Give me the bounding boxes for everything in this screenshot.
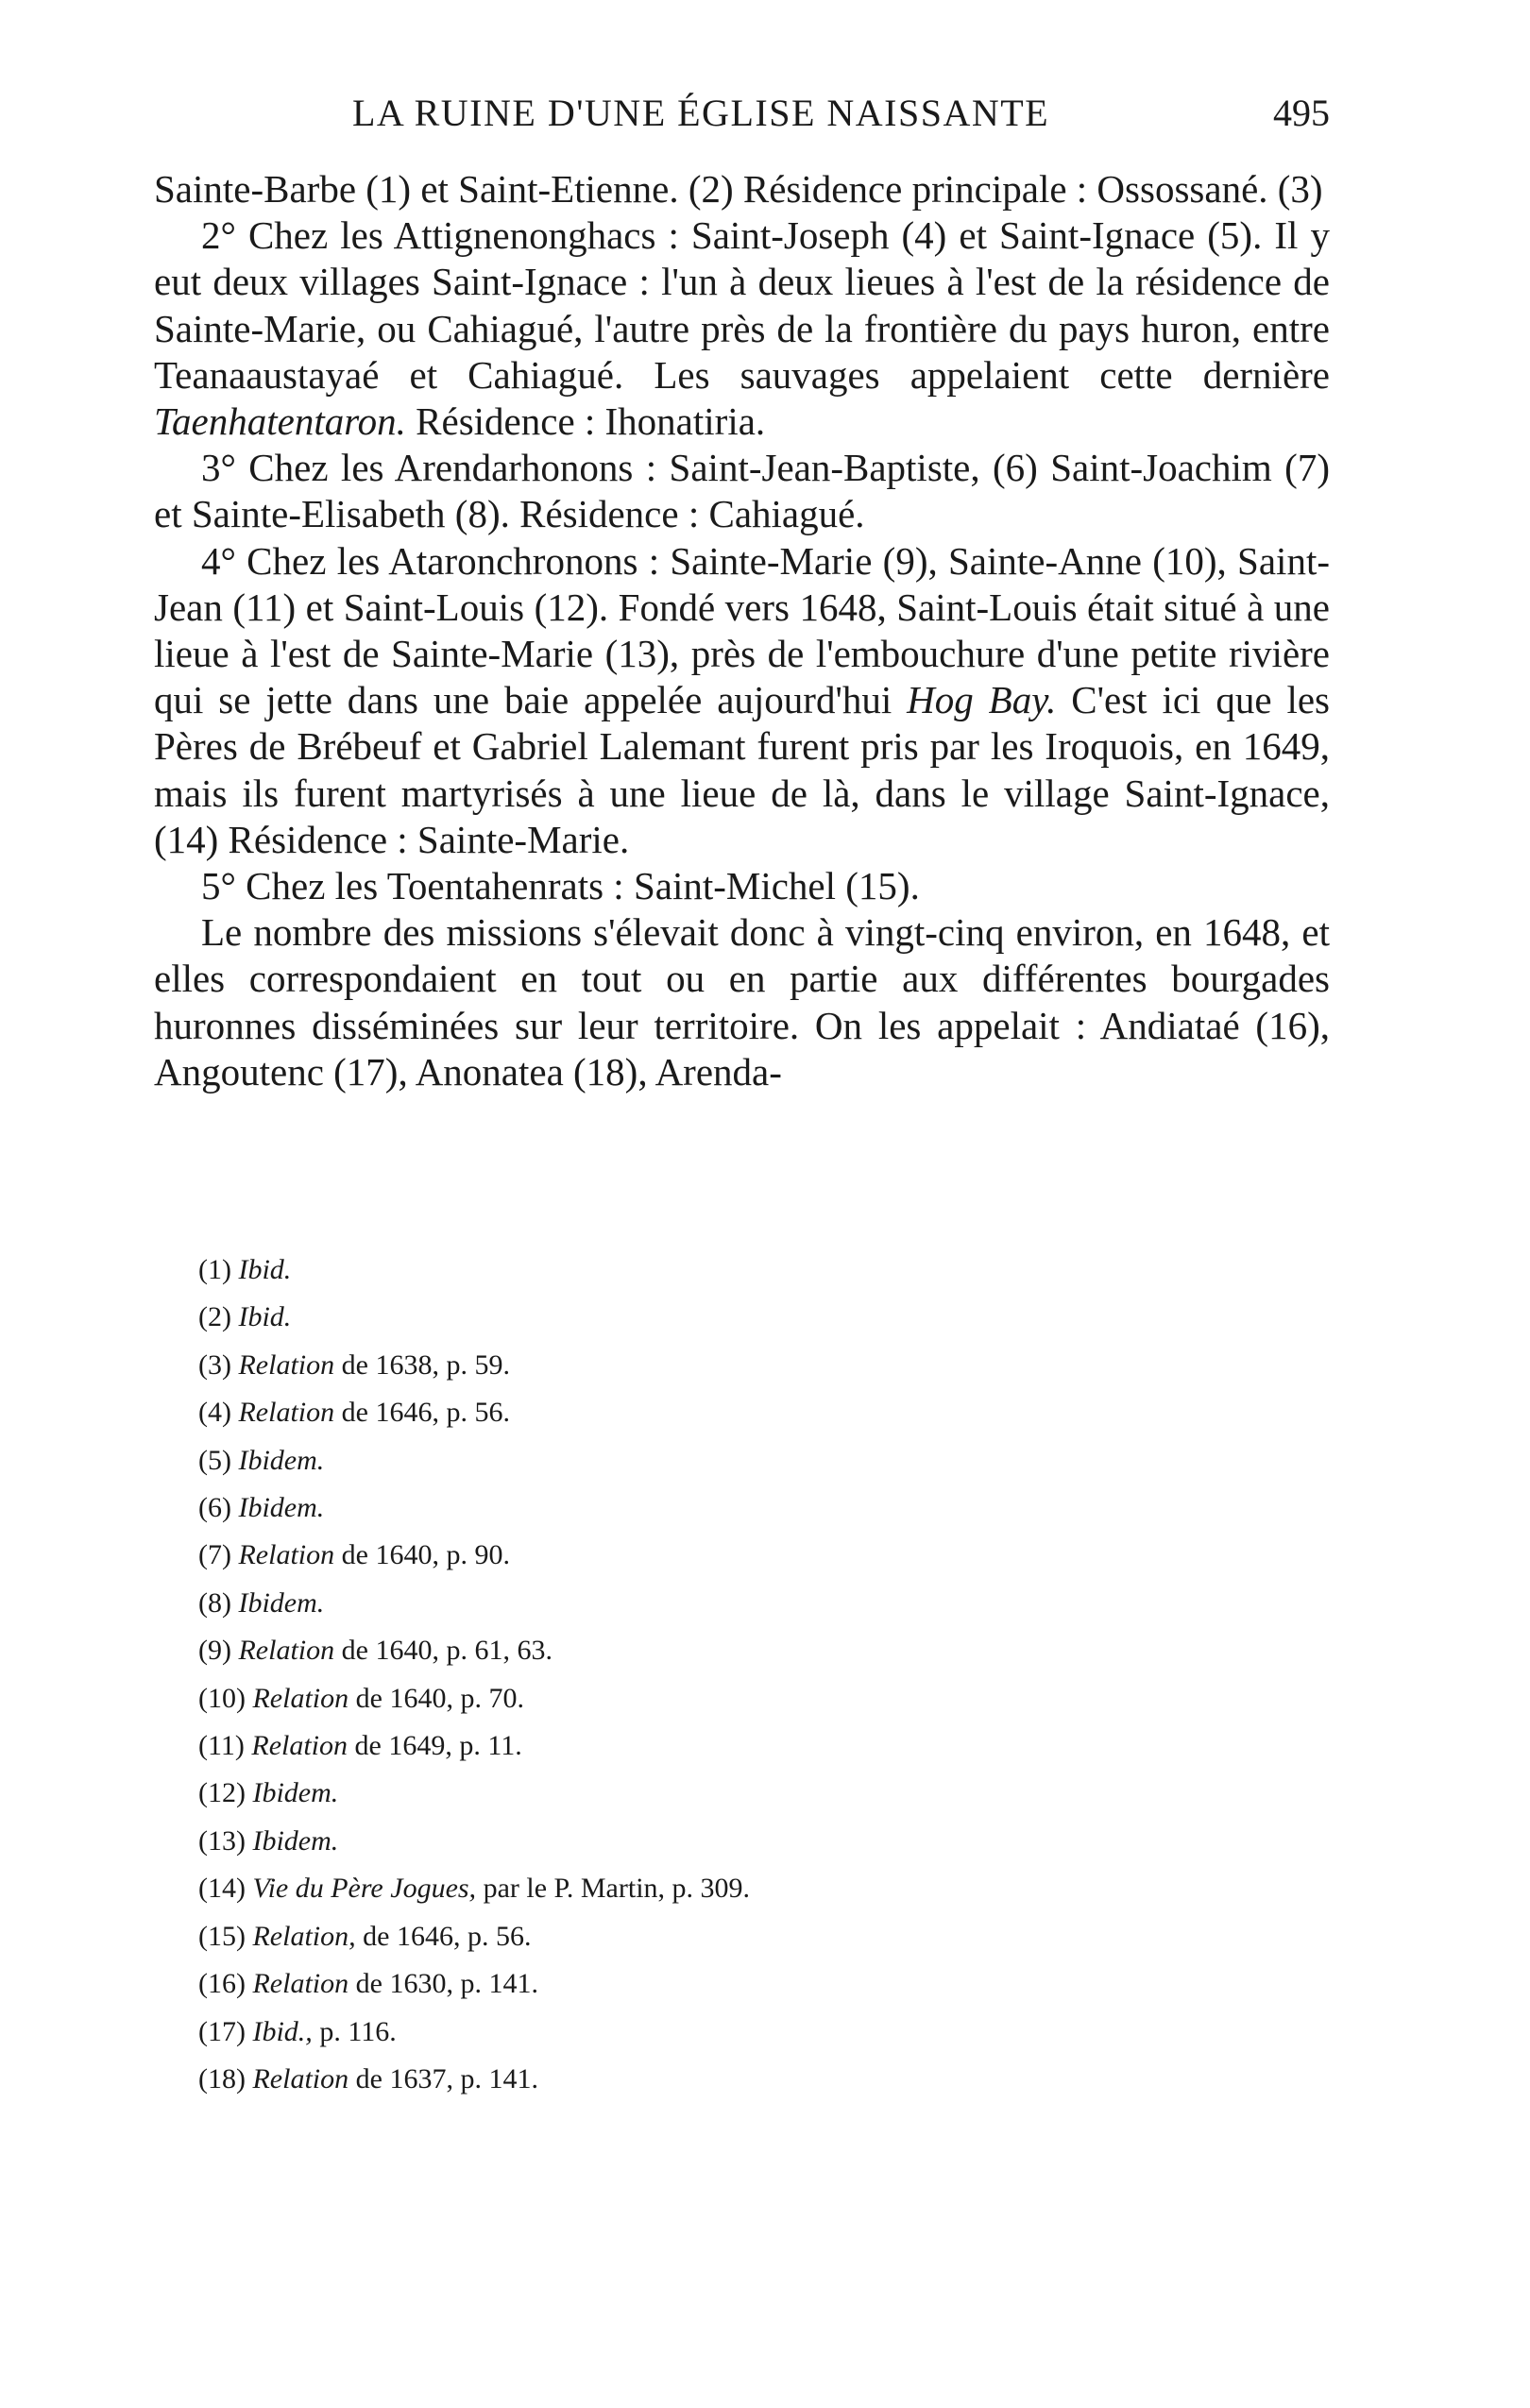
footnote — [198, 1865, 1237, 1912]
paragraph-5 — [154, 863, 1330, 909]
footnote — [198, 1437, 1237, 1484]
footnote — [198, 1294, 1237, 1341]
footnote-source: Ibid., — [252, 2015, 313, 2047]
footnote — [198, 2009, 1237, 2056]
footnote-detail: de 1640, p. 61, 63. — [334, 1635, 552, 1667]
footnote-number: (14) — [198, 1873, 246, 1905]
footnote-number: (10) — [198, 1682, 246, 1714]
footnote — [198, 1627, 1237, 1674]
paragraph-2 — [154, 212, 1330, 445]
footnote-number: (6) — [198, 1492, 231, 1524]
footnote — [198, 1389, 1237, 1436]
footnote — [198, 1722, 1237, 1770]
footnote-source: Vie du Père Jogues, — [252, 1873, 477, 1905]
footnote-source: Ibidem. — [252, 1777, 339, 1809]
paragraph-3 — [154, 445, 1330, 537]
footnote-detail: p. 116. — [312, 2015, 397, 2047]
footnote-source: Relation — [251, 1730, 348, 1762]
footnote — [198, 1770, 1237, 1817]
footnote-source: Ibidem. — [252, 1824, 339, 1857]
footnote-number: (4) — [198, 1397, 231, 1429]
footnote-number: (11) — [198, 1730, 245, 1762]
footnote-number: (13) — [198, 1824, 246, 1857]
footnote-detail: par le P. Martin, p. 309. — [476, 1873, 751, 1905]
page-number: 495 — [1273, 92, 1330, 134]
footnote-number: (9) — [198, 1635, 231, 1667]
footnote-number: (3) — [198, 1348, 231, 1381]
footnote-number: (15) — [198, 1920, 246, 1952]
footnote — [198, 1913, 1237, 1960]
footnote-detail: de 1630, p. 141. — [348, 1968, 538, 2000]
paragraph-1-text: Sainte-Barbe (1) et Saint-Etienne. (2) Résidence principale : Ossossané. (3) — [154, 167, 1323, 211]
footnote — [198, 1818, 1237, 1865]
paragraph-1 — [154, 166, 1330, 212]
footnote-detail: de 1649, p. 11. — [348, 1730, 522, 1762]
footnote-source: Relation — [238, 1397, 335, 1429]
footnote-source: Relation — [238, 1348, 335, 1381]
running-title: LA RUINE D'UNE ÉGLISE NAISSANTE — [352, 92, 1050, 134]
paragraph-4-text-b: C'est ici que les Pères de Brébeuf et Gabriel Lalemant furent pris par les Iroquois, en 1649, mais ils furent martyrisés à une lieue de là, dans le village Saint-Ignace, (14) Résidence : Sainte-Marie. — [154, 678, 1330, 861]
paragraph-6 — [154, 909, 1330, 1095]
body-text — [154, 166, 1330, 1095]
footnote — [198, 1484, 1237, 1532]
paragraph-2-italic: Taenhatentaron. — [154, 399, 406, 444]
footnote-detail: de 1646, p. 56. — [355, 1920, 532, 1952]
footnote-number: (8) — [198, 1586, 231, 1619]
paragraph-2-text-b: Résidence : Ihonatiria. — [405, 399, 766, 444]
footnote-source: Ibidem. — [238, 1492, 325, 1524]
footnote-number: (12) — [198, 1777, 246, 1809]
paragraph-6-text: Le nombre des missions s'élevait donc à vingt-cinq environ, en 1648, et elles correspondaient en tout ou en partie aux différentes bourgades huronnes disséminées sur leur territoire. On les appelait : Andiataé (16), Angoutenc (17), Anonatea (18), Arenda- — [154, 910, 1330, 1094]
footnote-source: Ibidem. — [238, 1586, 325, 1619]
footnote — [198, 1675, 1237, 1722]
footnote-detail: de 1640, p. 70. — [348, 1682, 524, 1714]
footnote — [198, 1580, 1237, 1627]
footnote — [198, 1342, 1237, 1389]
paragraph-3-text: 3° Chez les Arendarhonons : Saint-Jean-Baptiste, (6) Saint-Joachim (7) et Sainte-Elisabeth (8). Résidence : Cahiagué. — [154, 446, 1330, 536]
footnote-number: (16) — [198, 1968, 246, 2000]
footnote-source: Ibidem. — [238, 1444, 325, 1476]
page-header — [154, 91, 1330, 144]
paragraph-5-text: 5° Chez les Toentahenrats : Saint-Michel (15). — [201, 864, 920, 908]
footnote-source: Ibid. — [238, 1301, 292, 1333]
footnote-detail: de 1638, p. 59. — [334, 1348, 510, 1381]
paragraph-2-text-a: 2° Chez les Attignenonghacs : Saint-Joseph (4) et Saint-Ignace (5). Il y eut deux villages Saint-Ignace : l'un à deux lieues à l'est de la résidence de Sainte-Marie, ou Cahiagué, l'autre près de la frontière du pays huron, entre Teanaaustayaé et Cahiagué. Les sauvages appelaient cette dernière — [154, 213, 1330, 397]
footnote-number: (5) — [198, 1444, 231, 1476]
footnote-source: Relation — [252, 2062, 349, 2094]
footnote-detail: de 1646, p. 56. — [334, 1397, 510, 1429]
footnotes — [198, 1246, 1237, 2103]
footnote-detail: de 1640, p. 90. — [334, 1539, 510, 1571]
footnote-source: Relation — [252, 1968, 349, 2000]
footnote — [198, 1532, 1237, 1579]
footnote — [198, 1960, 1237, 2008]
footnote — [198, 1246, 1237, 1294]
footnote-number: (17) — [198, 2015, 246, 2047]
footnote-number: (1) — [198, 1254, 231, 1285]
paragraph-4-text-a: 4° Chez les Ataronchronons : Sainte-Marie (9), Sainte-Anne (10), Saint-Jean (11) et Saint-Louis (12). Fondé vers 1648, Saint-Louis était situé à une lieue à l'est de Sainte-Marie (13), près de l'embouchure d'une petite rivière qui se jette dans une baie appelée aujourd'hui — [154, 538, 1330, 722]
footnote-source: Relation — [252, 1682, 349, 1714]
footnote-source: Relation — [238, 1539, 335, 1571]
footnote-number: (7) — [198, 1539, 231, 1571]
footnote-number: (2) — [198, 1301, 231, 1333]
footnote-source: Ibid. — [238, 1254, 292, 1285]
footnote-source: Relation — [238, 1635, 335, 1667]
paragraph-4-italic: Hog Bay. — [907, 678, 1057, 722]
paragraph-4 — [154, 538, 1330, 863]
footnote — [198, 2056, 1237, 2103]
footnote-detail: de 1637, p. 141. — [348, 2062, 538, 2094]
footnote-source: Relation, — [252, 1920, 356, 1952]
footnote-number: (18) — [198, 2062, 246, 2094]
